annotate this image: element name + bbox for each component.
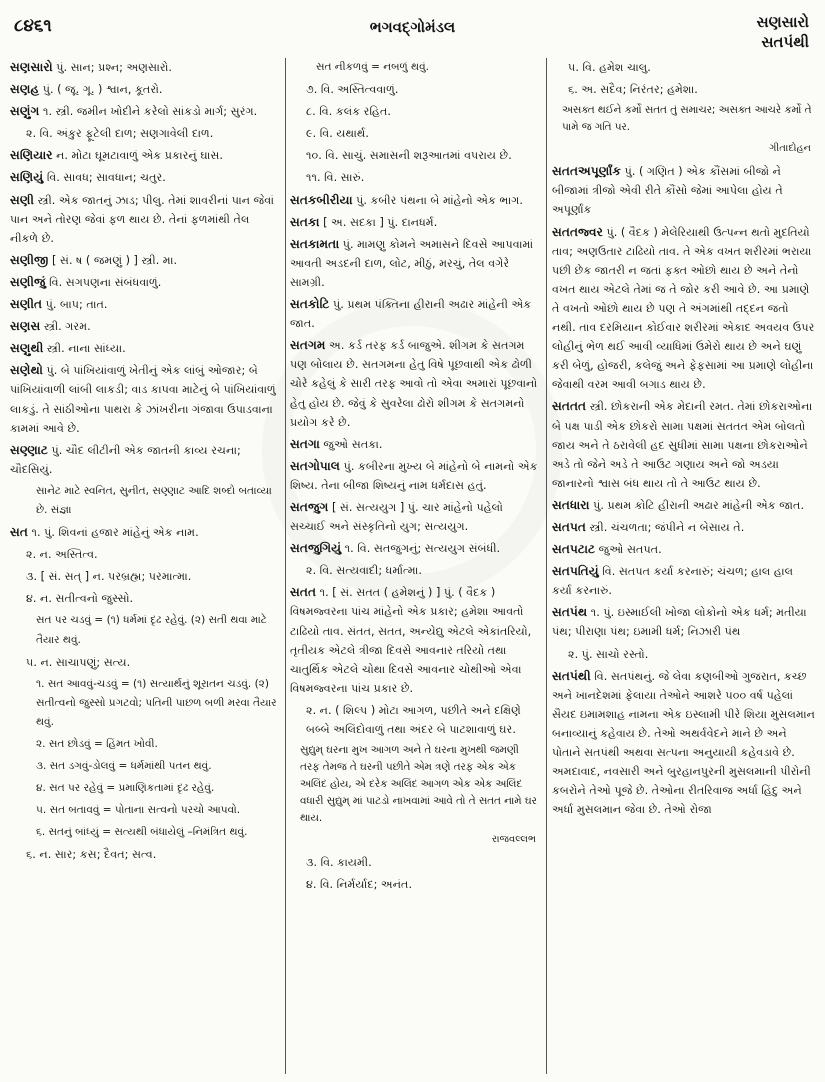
usage-example: સાનેટ માટે સ્વનિત, સુનીત, સણ્ણાટ આદિ શબ્દો બતાવ્યા છે. સંજ્ઞા: [36, 484, 272, 516]
guide-word-last: સતપંથી: [761, 33, 809, 51]
headword: સતપંથી: [552, 668, 591, 683]
sub-sense: ૨. વિ. અંકુર ફૂટેલી દાળ; સણગાવેલી દાળ.: [26, 127, 214, 141]
headword: સતતત: [552, 399, 587, 414]
definition: પું. ( જૂ. ગૂ. ) શ્વાન, કૂતરો.: [42, 83, 163, 97]
dictionary-entry: [552, 540, 815, 559]
dictionary-entry: [552, 162, 815, 219]
definition: જુઓ સતકા.: [323, 437, 383, 451]
headword: સણેથો: [10, 363, 43, 378]
sub-sense: ૧૧. વિ. સારું.: [306, 171, 365, 185]
dictionary-entry: [552, 562, 815, 600]
quotation-source: ગીતાદોહન: [769, 143, 811, 155]
dictionary-entry: [10, 80, 280, 99]
dictionary-entry: [10, 317, 280, 336]
dictionary-entry: [552, 667, 815, 820]
sub-sense: ૩. વિ. કાયમી.: [306, 856, 372, 870]
headword: સણુથી: [10, 341, 44, 356]
guide-word-first: સણસારો: [756, 13, 809, 31]
column-rule-2: [546, 58, 547, 1074]
quotation: સુદ્યુમ્ ઘરના મુખ આગળ અને તે ઘરના મુખથી જમણી તરફ તેમજ તે ઘરની પછીતે એમ ત્રણે તરફ એક એક અલિંદ હોય, એ દરેક અલિંદ આગળ એક એક અલિંદ વધારી સુદ્યુમ્ માં પાટડો નાખવામાં આવે તો તે સતત નામે ઘર થાય.: [300, 744, 537, 825]
dictionary-entry: [290, 295, 540, 333]
definition: [ અ. સદકા ] પું. દાનધર્મ.: [323, 215, 438, 229]
definition: વિ. સતપંથનું. જે લેવા કણબીઓ ગુજરાત, કચ્છ અને ખાનદેશમાં ફેલાયા તેઓને આશરે ૫૦૦ વર્ષ પહેલાં સૈયદ ઇમામશાહ નામના એક ઇસ્લામી પીરે શિયા મુસલમાન બનાવ્યાનું કહેવાય છે. તેઓ અથર્વવેદને માને છે અને પોતાને સતપંથી અથવા સત્પના અનુયાયી કહેવડાવે છે. અમદાવાદ, નવસારી અને બુરહાનપુરની મુસલમાની પીરોની કબરોને તેઓ પૂજે છે. તેઓના રીતરિવાજ અર્ધા હિંદુ અને અર્ધા મુસલમાન જેવા છે. તેઓ રોજા: [552, 669, 815, 817]
sub-sense: ૧૦. વિ. સાચું. સમાસની શરૂઆતમાં વપરાય છે.: [306, 149, 512, 163]
dictionary-entry: [552, 518, 815, 537]
page-number: ૮૪૬૧: [14, 16, 52, 36]
definition: પું. કબીર પંથના બે માંહેનો એક ભાગ.: [356, 193, 523, 207]
sub-sense: ૬. ન. સાર; કસ; દૈવત; સત્વ.: [26, 848, 157, 862]
sub-sense: ૪. વિ. નિર્મર્યાદ; અનંત.: [306, 878, 413, 892]
dictionary-entry: [552, 603, 815, 641]
dictionary-entry: [290, 457, 540, 495]
dictionary-entry: [10, 273, 280, 292]
definition: અ. કર્ડ તરફ કર્ડ બાજુએ. શીગમ કે સતગમ પણ બોલાય છે. સતગમના હેતુ વિષે પૂછવાથી એક ઢોળી ચોરે કહેલું કે સારી તરફ આવો તો એવા અમારાં પૂછવાનો હેતુ હોય છે. જેવું કે સુવરેલા ઢોરો શીગમ કે સતગમનો પ્રયોગ કરે છે.: [290, 339, 538, 429]
headword: સતગા: [290, 436, 320, 451]
headword: સતતજ્વર: [552, 224, 603, 239]
definition: સ્ત્રી. નાના સાંધ્યા.: [46, 342, 126, 356]
definition: પું. ( વૈદક ) મેલેરિયાથી ઉત્પન્ન થતો મુદતિયો તાવ; અણઉતાર ટાઢિયો તાવ. તે એક વખત શરીરમાં ભરાયા પછી છેક જાતરી ન જતાં ફક્ત ઓછો થાય છે અને તેનો વખત થાય એટલે તેમાં જ તે જોર કરી આવે છે. આ પ્રમાણે તે વખતો ઓછો થાય છે પણ તે અંગમાંથી તદ્દન જતો નથી. તાવ દરમિયાન કોઈવાર શરીરમાં એકાદ અવયવ ઉપર લોહીનું ભેળ થઈ આવી વ્યાધિમાં ઉમેરો થાય છે અને ઘણું કરી બેળું, હોજરી, કલેજું અને ફેફસામાં આ પ્રમાણે લોહીના જેવાથી વરમ આવી બગાડ થાય છે.: [552, 225, 815, 392]
definition: પું. બે પાંખિયાંવાળું ખેતીનું એક લાંબું ઓજાર; બે પાંખિયાંવાળી લાંબી લાકડી; વાડ કાપવા માટેનું બે પાંખિયાંવાળું લાકડું. તે સાંઠીઓના પાથરા કે ઝાંખરીના ગંજાવા ઉપાડવાના કામમાં આવે છે.: [10, 364, 276, 435]
definition: સ્ત્રી. ચંચળતા; જંપીને ન બેસાય તે.: [589, 520, 745, 534]
headword: સતકા: [290, 214, 320, 229]
sub-sense: ૭. વિ. અસ્તિત્વવાળું.: [306, 83, 399, 97]
headword: સતજુગિયું: [290, 541, 342, 556]
dictionary-entry: [290, 235, 540, 292]
definition: ૧. પું. શિવનાં હજાર માંહેનું એક નામ.: [31, 526, 199, 540]
headword: સતકબીરીયા: [290, 192, 353, 207]
headword: સતપતિયું: [552, 564, 599, 579]
dictionary-entry: [552, 496, 815, 515]
dictionary-entry: [552, 223, 815, 395]
usage-example: સત પર ચડવું = (૧) ધર્મમાં દૃઢ રહેવું. (૨) સતી થવા માટે તૈયાર થવું.: [36, 614, 267, 646]
sub-sense: ૫. વિ. હમેશ ચાલુ.: [568, 61, 651, 74]
quotation-source: રાજવલ્લભ: [491, 834, 536, 846]
dictionary-entry: [10, 191, 280, 248]
running-title: ભગવદ્ગોમંડલ: [369, 18, 456, 36]
dictionary-entry: [10, 251, 280, 270]
dictionary-entry: [10, 146, 280, 165]
headword: સણ્ણાટ: [10, 442, 48, 457]
guide-words: [756, 12, 809, 52]
definition: પું. કબીરના મુખ્ય બે માંહેનો બે નામનો એક શિષ્ય. તેના બીજા શિષ્યનું નામ ધર્મદાસ હતું.: [290, 459, 538, 492]
usage-example: ૨. સત છોડવું = હિંમત ખોવી.: [36, 738, 158, 750]
sub-sense: ૫. ન. સાચાપણું; સત્ય.: [26, 655, 131, 669]
headword: સતધારા: [552, 497, 590, 512]
usage-example: સત નીકળવું = નબળું થવું.: [316, 61, 429, 73]
definition: પું. પ્રથમ પંક્તિના હીરાની અઢાર માંહેની એક જાત.: [290, 298, 532, 331]
definition: ૧. પું. ઇસ્માઈલી ખોજા લોકોનો એક ધર્મ; મતીયા પંથ; પીરાણા પંથ; ઇમામી ધર્મ; નિઝારી પંથ: [552, 606, 807, 639]
headword: સતતઅપૂર્ણાંક: [552, 164, 622, 179]
definition: પું. ( ગણિત ) એક કૌંસમાં બીજો ને બીજામાં ત્રીજો એવી રીતે કૌંસો જેમાં આપેલા હોય તે અપૂર્ણાંક: [552, 165, 783, 217]
column-rule-1: [285, 58, 286, 1074]
dictionary-entry: [290, 336, 540, 431]
headword: સતજુગ: [290, 499, 329, 514]
column-1: [10, 58, 280, 1074]
headword: સણી: [10, 192, 34, 207]
definition: સ્ત્રી. ગરમ.: [43, 320, 91, 334]
dictionary-entry: [10, 339, 280, 358]
dictionary-entry: [290, 539, 540, 558]
dictionary-entry: [290, 191, 540, 210]
dictionary-entry: [10, 58, 280, 77]
dictionary-entry: [290, 435, 540, 454]
usage-example: ૫. સત બતાવવું = પોતાના સત્વનો પરચો આપવો.: [36, 804, 241, 817]
headword: સણીજી: [10, 252, 49, 267]
definition: વિ. સાવધ; સાવધાન; ચતુર.: [46, 171, 166, 185]
definition: પું. પ્રથમ કોટિ હીરાની અઢાર માંહેની એક જાત.: [593, 498, 805, 512]
usage-example: ૧. સત આવવું-ચડવું = (૧) સત્યાર્થનું શૂરાતન ચડવું. (૨) સતીત્વનો જુસ્સો પ્રગટવો; પતિની પાછળ બળી મરવા તૈયાર થવું.: [36, 677, 277, 728]
definition: વિ. સગપણના સંબંધવાળું.: [49, 275, 162, 289]
definition: જુઓ સતપત.: [598, 543, 662, 557]
definition: પું. સાન; પ્રશ્ન; અણસારો.: [56, 61, 172, 74]
dictionary-entry: [290, 213, 540, 232]
dictionary-entry: [552, 397, 815, 492]
sub-sense: ૨. ન. ( શિલ્પ ) મોટા આગળ, પછીતે અને દક્ષિણે બબ્બે અલિંદોવાળું તથા અંદર બે પાટશાવાળું ઘર.: [306, 703, 521, 736]
sub-sense: ૮. વિ. કલંક રહિત.: [306, 105, 391, 119]
usage-example: ૬. સતનું બાંધ્યું = સત્યથી બંધાયેલું –નિમંત્રિત થવું.: [36, 826, 248, 839]
headword: સતત: [290, 585, 317, 600]
headword: સણહ: [10, 82, 40, 97]
sub-sense: ૬. અ. સદૈવ; નિરંતર; હમેશા.: [568, 83, 698, 97]
sub-sense: ૩. [ સં. સત્ ] ન. પરબ્રહ્મ; પરમાત્મા.: [26, 570, 192, 584]
definition: [ સં. સત્યયુગ ] પું. ચાર માંહેનો પહેલો સચ્ચાઈ અને સંસ્કૃતિનો યુગ; સત્યયુગ.: [290, 500, 503, 534]
headword: સતકામતા: [290, 236, 340, 251]
definition: ન. મોટા ઘૂમટાવાળું એક પ્રકારનું ઘાસ.: [56, 149, 223, 163]
headword: સતપત: [552, 519, 586, 534]
dictionary-entry: [10, 102, 280, 121]
definition: પું. મામણુ કોમને અમાસને દિવસે આપવામાં આવતી અડદની દાળ, લોટ, મીઠું, મરચું, તેલ વગેરે સામગ્રી.: [290, 237, 534, 289]
dictionary-entry: [10, 168, 280, 187]
sub-sense: ૨. ન. અસ્તિત્વ.: [26, 548, 98, 562]
dictionary-entry: [10, 441, 280, 479]
definition: સ્ત્રી. છોકરાની એક મેદાની રમત. તેમાં છોકરાઓના બે પક્ષ પાડી એક છોકરો સામા પક્ષમાં સતતત એમ બોલતો જાય અને તે ઠરાવેલી હદ સુધીમાં સામા પક્ષના છોકરાઓને અડે તો જેને અડે તે આઉટ ગણાય અને જો અડયા જાનારનો શ્વાસ બંધ થાય તો તે આઉટ થાય છે.: [552, 400, 813, 490]
definition: વિ. સતપત કર્યા કરનારું; ચંચળ; હાલ હાલ કર્યા કરનારું.: [552, 565, 794, 598]
usage-example: ૩. સત ડગવું-ડોલવું = ધર્મમાંથી પતન થવું.: [36, 760, 212, 773]
sub-sense: ૨. પું. સાચો રસ્તો.: [568, 647, 649, 661]
column-2: [290, 58, 540, 1074]
definition: પું. બાપ; તાત.: [45, 298, 108, 312]
headword: સતકોટિ: [290, 297, 330, 312]
headword: સણીજું: [10, 274, 46, 289]
definition: ૧. વિ. સતજુગનું; સત્યયુગ સંબંધી.: [344, 542, 501, 556]
page-header: [0, 0, 825, 54]
headword: સણીત: [10, 297, 43, 312]
usage-example: ૪. સત પર રહેવું = પ્રમાણિકતામાં દૃઢ રહેવું.: [36, 782, 215, 795]
definition: ૧. [ સં. સતત ( હમેશનું ) ] પું. ( વૈદક ) વિષમજ્વરના પાંચ માંહેનો એક પ્રકાર; હમેશા આવતો ટાઢિયો તાવ. સંતત, સતત, અન્યેદ્યુ એટલે એકાંતરિયો, તૃતીયક એટલે ત્રીજા દિવસે આવનાર તરિયો તથા ચાતુર્થિક એટલે ચોથા દિવસે આવનાર ચોથીઓ એવા વિષમજ્વરના પાંચ પ્રકાર છે.: [290, 586, 532, 695]
headword: સણસ: [10, 319, 41, 334]
sub-sense: ૪. ન. સતીત્વનો જુસ્સો.: [26, 592, 134, 606]
headword: સત: [10, 525, 28, 540]
definition: ૧. સ્ત્રી. જમીન ખોદીને કરેલો સાંકડો માર્ગ; સુરંગ.: [42, 105, 258, 119]
sub-sense: ૨. વિ. સત્યવાદી; ધર્માત્મા.: [306, 564, 422, 578]
definition: [ સં. ષ ( જમણું ) ] સ્ત્રી. મા.: [52, 253, 178, 267]
headword: સણુંગ: [10, 104, 40, 119]
dictionary-entry: [10, 361, 280, 437]
headword: સણિયું: [10, 170, 44, 185]
headword: સણિયાર: [10, 148, 53, 163]
definition: પું. ચૌદ લીટીની એક જાતની કાવ્ય રચના; ચૌદસિયું.: [10, 443, 241, 476]
dictionary-entry: [290, 498, 540, 536]
dictionary-entry: [10, 295, 280, 314]
column-3: [552, 58, 815, 1074]
definition: સ્ત્રી. એક જાતનું ઝાડ; પીલુ. તેમાં શાવરીનાં પાન જેવાં પાન અને તોરણ જેવાં ફળ થાય છે. તેનાં ફળમાંથી તેલ નીકળે છે.: [10, 193, 274, 245]
headword: સણસારો: [10, 60, 53, 74]
sub-sense: ૯. વિ. યથાર્થ.: [306, 127, 369, 141]
dictionary-entry: [10, 523, 280, 542]
headword: સતપંથ: [552, 605, 588, 620]
dictionary-entry: [290, 583, 540, 698]
quotation: અસક્ત થઈને કર્મો સતત તું સમાચર; અસક્ત આચરે કર્મો તે પામે જ ગતિ પર.: [562, 104, 812, 134]
headword: સતગમ: [290, 338, 326, 353]
headword: સતગોપાલ: [290, 458, 341, 473]
headword: સતપટાટ: [552, 542, 596, 557]
